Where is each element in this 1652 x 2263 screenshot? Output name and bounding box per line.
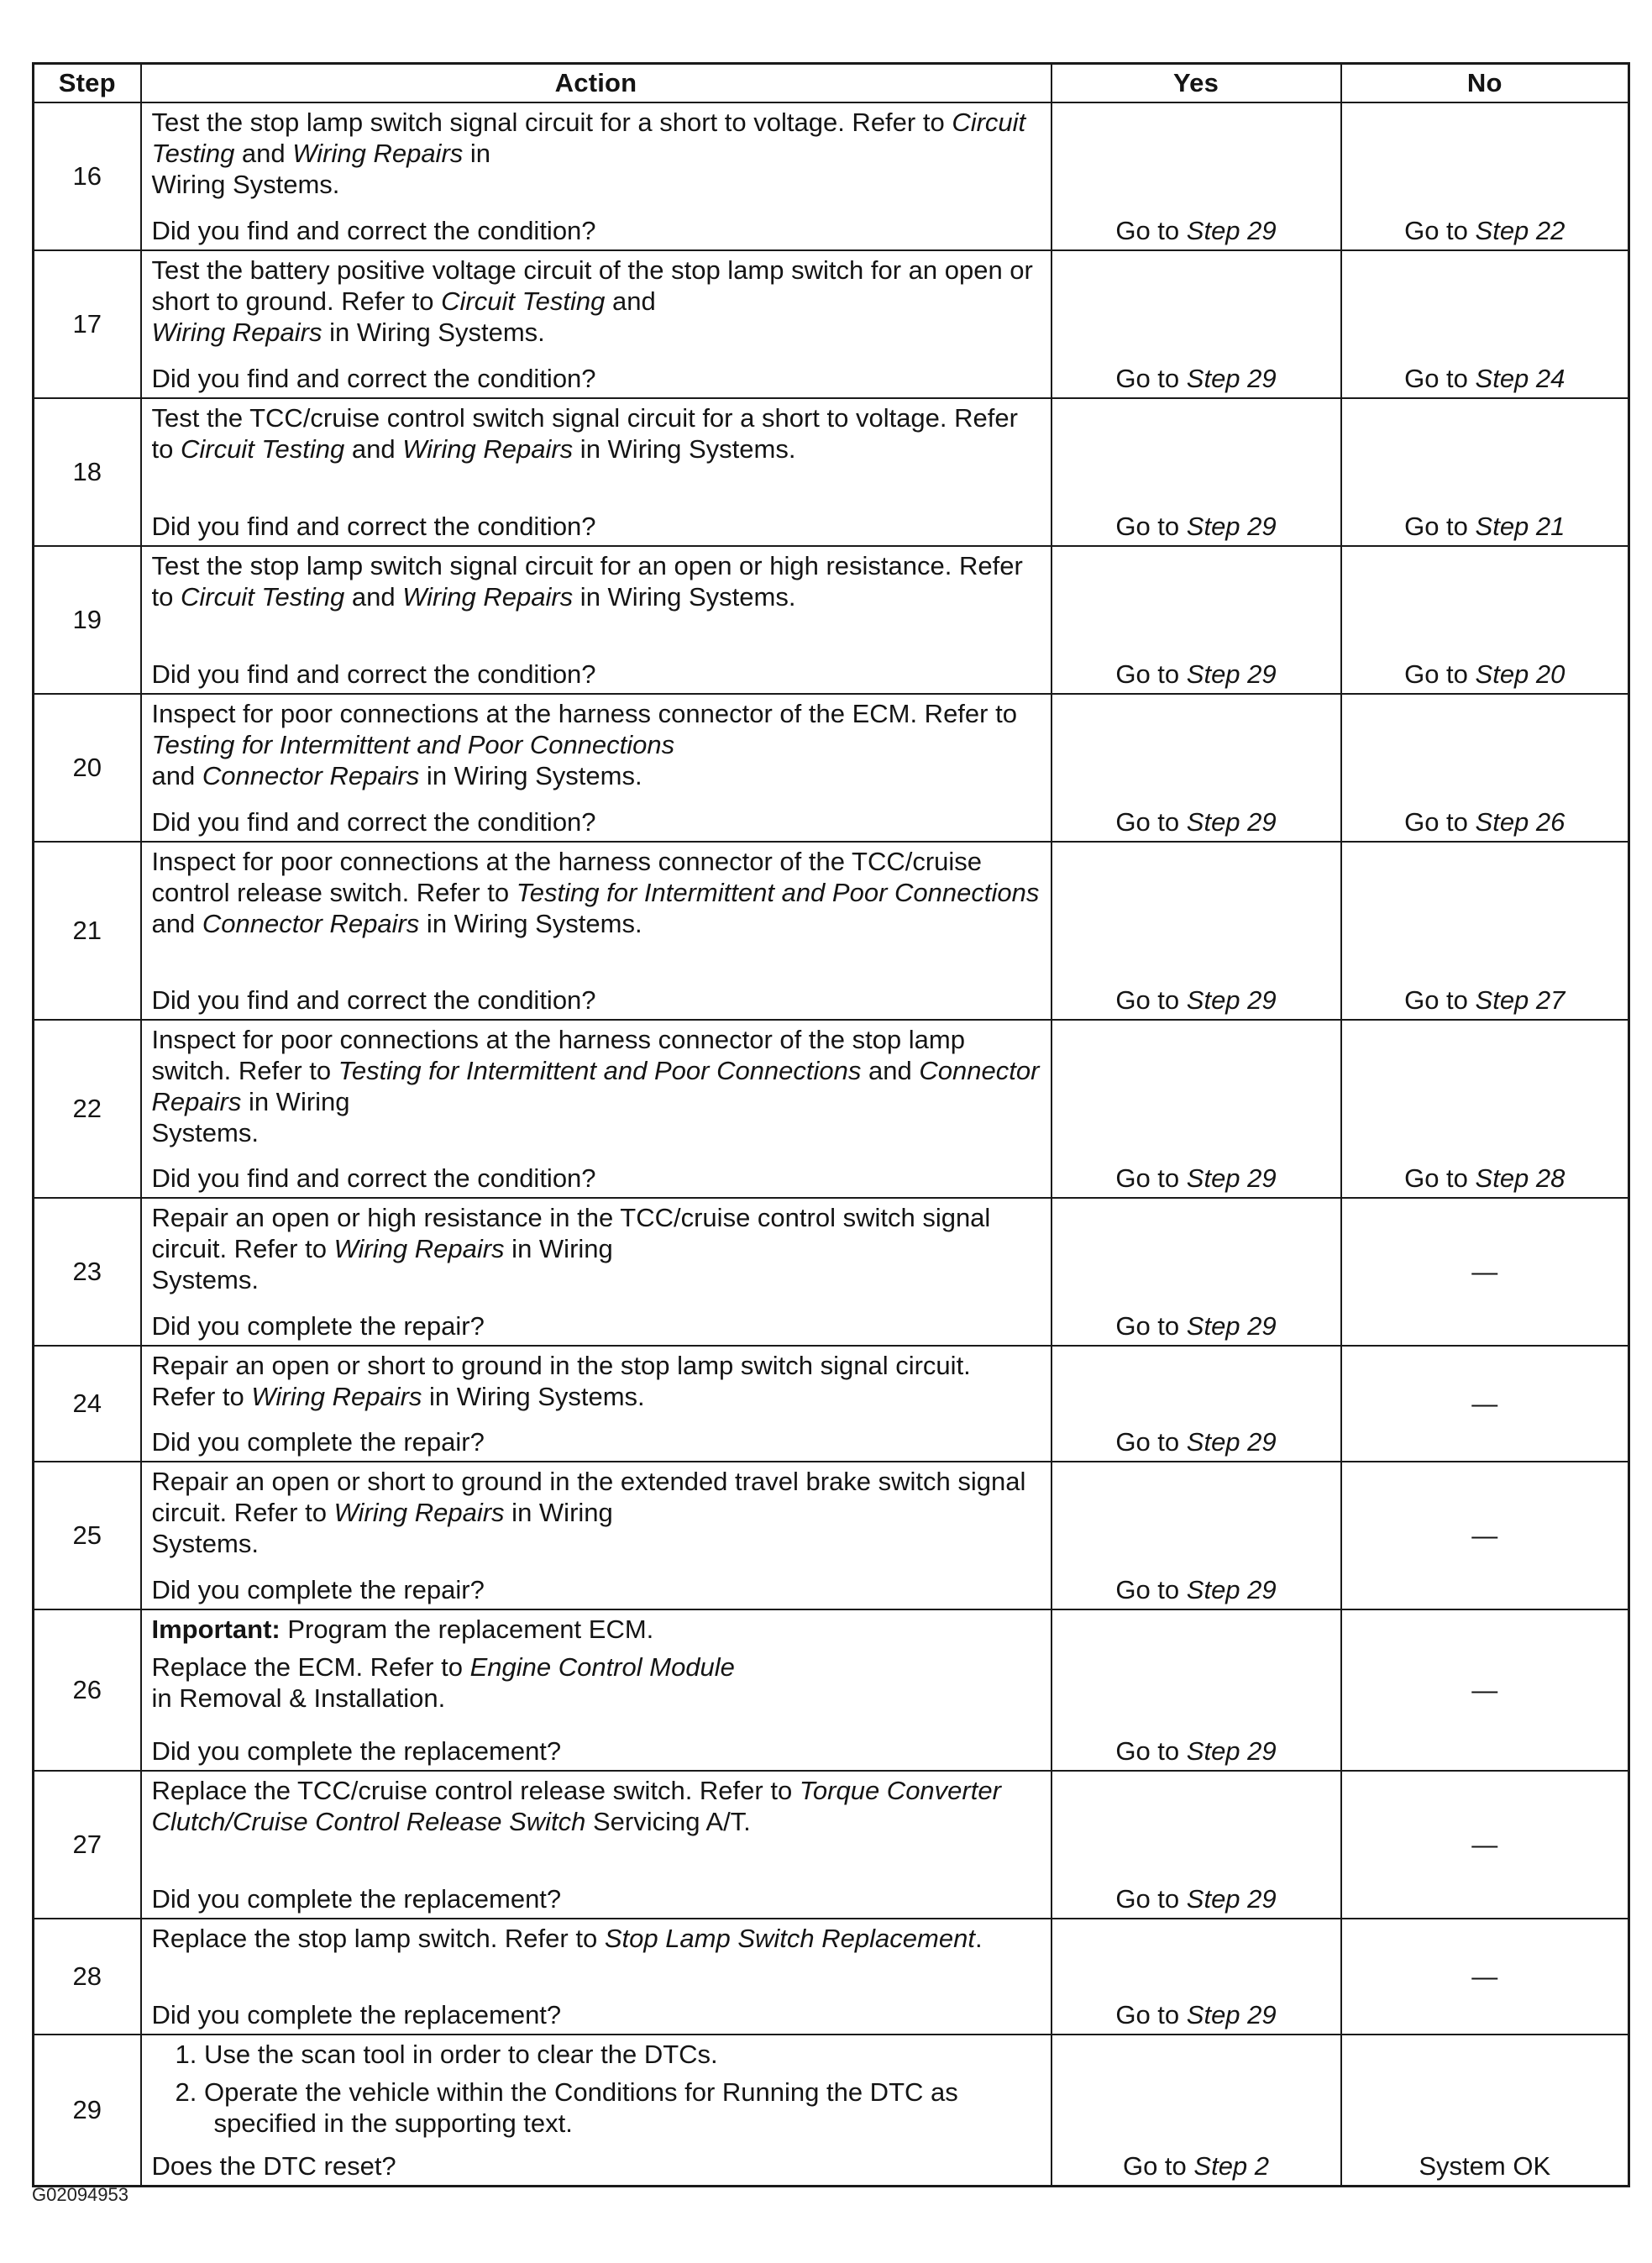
yes-goto <box>1052 1163 1340 1194</box>
action-cell <box>141 1462 1052 1609</box>
reference-link: Wiring Repairs <box>251 1382 422 1411</box>
goto-step-link[interactable]: Step 29 <box>1186 1311 1277 1341</box>
no-goto <box>1342 806 1628 837</box>
table-row <box>34 1771 1629 1919</box>
yes-cell <box>1052 1346 1341 1462</box>
action-text <box>152 1202 1041 1295</box>
reference-link: Wiring Repairs <box>292 139 464 168</box>
figure-code: G02094953 <box>32 2184 128 2205</box>
text-span: Test the battery positive voltage circuit of the stop lamp switch for an open or short to ground. Refer to <box>151 255 1033 316</box>
no-cell <box>1341 398 1629 546</box>
no-cell <box>1341 1462 1629 1609</box>
yes-cell <box>1052 694 1341 842</box>
question-text: Did you complete the replacement? <box>151 1736 562 1766</box>
diagnostic-table <box>32 62 1630 2187</box>
question-text: Did you complete the replacement? <box>151 1884 562 1914</box>
step-number: 16 <box>34 102 141 250</box>
text-span: and <box>861 1056 920 1085</box>
goto-step-link[interactable]: Step 29 <box>1186 1736 1277 1766</box>
step-number: 29 <box>34 2035 141 2187</box>
step-number: 17 <box>34 250 141 398</box>
question-text: Did you find and correct the condition? <box>151 1163 596 1193</box>
yes-goto <box>1052 215 1340 246</box>
list-text: Operate the vehicle within the Conditions for Running the DTC as specified in the supporting text. <box>203 2077 958 2138</box>
text-span: Test the TCC/cruise control switch signal circuit for a short to voltage. Refer to <box>151 403 1018 464</box>
text-span: in <box>463 139 491 168</box>
goto-prefix: Go to <box>1404 216 1476 245</box>
question-text: Did you find and correct the condition? <box>151 985 596 1015</box>
table-row <box>34 102 1629 250</box>
list-number: 1. <box>175 2040 197 2069</box>
no-cell <box>1341 1919 1629 2035</box>
action-cell <box>141 2035 1052 2187</box>
goto-prefix: Go to <box>1115 1311 1187 1341</box>
no-cell <box>1341 1020 1629 1198</box>
goto-step-link[interactable]: Step 27 <box>1475 985 1565 1015</box>
reference-link: Wiring Repairs <box>402 582 574 612</box>
yes-goto <box>1052 1999 1340 2030</box>
no-goto <box>1342 511 1628 542</box>
goto-prefix: Go to <box>1404 807 1476 837</box>
step-number: 25 <box>34 1462 141 1609</box>
goto-prefix: Go to <box>1404 1163 1476 1193</box>
action-text <box>152 846 1041 939</box>
no-goto <box>1342 984 1628 1016</box>
goto-prefix: Go to <box>1115 807 1187 837</box>
text-span: in Wiring Systems. <box>422 1382 645 1411</box>
goto-step-link[interactable]: Step 29 <box>1186 1427 1277 1457</box>
goto-prefix: Go to <box>1115 1575 1187 1604</box>
goto-step-link[interactable]: Step 28 <box>1475 1163 1565 1193</box>
reference-link: Circuit Testing <box>180 582 345 612</box>
action-cell <box>141 1020 1052 1198</box>
table-row <box>34 1346 1629 1462</box>
yes-goto <box>1052 1574 1340 1605</box>
goto-prefix: Go to <box>1404 985 1476 1015</box>
yes-goto <box>1052 2150 1340 2182</box>
reference-link: Engine Control Module <box>469 1652 735 1682</box>
action-cell <box>141 1198 1052 1346</box>
no-dash: — <box>1471 1389 1498 1419</box>
goto-step-link[interactable]: Step 2 <box>1193 2151 1270 2181</box>
text-span: and <box>605 286 656 316</box>
text-span: Systems. <box>151 1529 259 1558</box>
table-row <box>34 1919 1629 2035</box>
list-item <box>152 2077 1041 2139</box>
text-span: Inspect for poor connections at the harness connector of the ECM. Refer to <box>151 699 1017 728</box>
question-text: Did you find and correct the condition? <box>151 216 596 245</box>
action-text <box>152 1466 1041 1559</box>
table-row <box>34 842 1629 1020</box>
yes-cell <box>1052 1919 1341 2035</box>
important-label: Important: <box>151 1615 281 1644</box>
step-number: 20 <box>34 694 141 842</box>
table-row <box>34 546 1629 694</box>
action-text <box>152 1651 1041 1714</box>
text-span: Replace the ECM. Refer to <box>151 1652 470 1682</box>
goto-prefix: Go to <box>1404 659 1476 689</box>
text-span: Repair an open or short to ground in the stop lamp switch signal circuit. Refer to <box>151 1351 971 1411</box>
table-row <box>34 1609 1629 1771</box>
question-text: Did you find and correct the condition? <box>151 364 596 393</box>
goto-step-link[interactable]: Step 29 <box>1186 2000 1277 2029</box>
goto-prefix: Go to <box>1115 1427 1187 1457</box>
step-number: 26 <box>34 1609 141 1771</box>
action-cell <box>141 546 1052 694</box>
reference-link: Connector Repairs <box>202 761 420 790</box>
text-span: in Wiring Systems. <box>419 909 642 938</box>
step-number: 23 <box>34 1198 141 1346</box>
goto-step-link[interactable]: Step 26 <box>1475 807 1565 837</box>
goto-prefix: Go to <box>1122 2151 1194 2181</box>
text-span: Systems. <box>151 1118 259 1147</box>
step-number: 24 <box>34 1346 141 1462</box>
reference-link: Wiring Repairs <box>402 434 574 464</box>
text-span: in Wiring Systems. <box>573 434 796 464</box>
yes-cell <box>1052 1198 1341 1346</box>
text-span: and <box>234 139 293 168</box>
yes-cell <box>1052 250 1341 398</box>
goto-step-link[interactable]: Step 29 <box>1186 659 1277 689</box>
goto-step-link[interactable]: Step 21 <box>1475 512 1565 541</box>
no-goto <box>1342 363 1628 394</box>
no-goto <box>1342 659 1628 690</box>
table-row <box>34 1198 1629 1346</box>
reference-link: Wiring Repairs <box>333 1498 505 1527</box>
reference-link: Testing for Intermittent and Poor Connections <box>338 1056 862 1085</box>
table-row <box>34 2035 1629 2187</box>
question-text: Did you complete the replacement? <box>151 2000 562 2029</box>
goto-prefix: Go to <box>1115 659 1187 689</box>
question-text: Did you find and correct the condition? <box>151 659 596 689</box>
no-cell <box>1341 842 1629 1020</box>
yes-cell <box>1052 398 1341 546</box>
yes-cell <box>1052 842 1341 1020</box>
reference-link: Circuit Testing <box>180 434 345 464</box>
yes-goto <box>1052 1426 1340 1457</box>
step-number: 18 <box>34 398 141 546</box>
reference-link: Connector Repairs <box>151 1056 1040 1116</box>
no-dash: — <box>1471 1961 1498 1992</box>
action-text <box>152 1614 1041 1645</box>
table-row <box>34 250 1629 398</box>
no-cell <box>1341 1771 1629 1919</box>
table-header-row <box>34 64 1629 103</box>
no-cell <box>1341 694 1629 842</box>
yes-cell <box>1052 546 1341 694</box>
text-span: Test the stop lamp switch signal circuit for an open or high resistance. Refer to <box>151 551 1023 612</box>
step-number: 19 <box>34 546 141 694</box>
goto-prefix: Go to <box>1115 216 1187 245</box>
goto-prefix: Go to <box>1115 2000 1187 2029</box>
yes-goto <box>1052 984 1340 1016</box>
text-span: Program the replacement ECM. <box>280 1615 654 1644</box>
question-text: Did you complete the repair? <box>151 1311 485 1341</box>
goto-prefix: Go to <box>1115 1884 1187 1914</box>
step-number: 27 <box>34 1771 141 1919</box>
yes-goto <box>1052 363 1340 394</box>
no-cell <box>1341 1198 1629 1346</box>
header-action: Action <box>141 64 1052 103</box>
goto-step-link[interactable]: Step 22 <box>1475 216 1565 245</box>
list-number: 2. <box>175 2077 197 2107</box>
yes-goto <box>1052 1883 1340 1914</box>
yes-goto <box>1052 1735 1340 1767</box>
table-row <box>34 1020 1629 1198</box>
action-text <box>152 698 1041 791</box>
no-dash: — <box>1471 1675 1498 1705</box>
no-cell <box>1341 250 1629 398</box>
action-text <box>152 1923 1041 1954</box>
action-text <box>152 402 1041 465</box>
reference-link: Circuit Testing <box>151 108 1026 168</box>
text-span: and <box>344 582 403 612</box>
text-span: and <box>151 909 202 938</box>
goto-prefix: Go to <box>1115 1163 1187 1193</box>
action-text <box>152 1350 1041 1412</box>
action-cell <box>141 1919 1052 2035</box>
yes-goto <box>1052 511 1340 542</box>
action-cell <box>141 250 1052 398</box>
text-span: in Wiring <box>241 1087 350 1116</box>
no-dash: — <box>1471 1257 1498 1287</box>
text-span: Test the stop lamp switch signal circuit for a short to voltage. Refer to <box>151 108 952 137</box>
yes-cell <box>1052 2035 1341 2187</box>
table-row <box>34 694 1629 842</box>
text-span: . <box>974 1924 983 1953</box>
text-span: and <box>344 434 403 464</box>
goto-step-link[interactable]: Step 29 <box>1186 807 1277 837</box>
reference-link: Stop Lamp Switch Replacement <box>604 1924 975 1953</box>
procedure-list <box>152 2039 1041 2139</box>
text-span: Repair an open or high resistance in the TCC/cruise control switch signal circuit. Refer to <box>151 1203 991 1263</box>
no-cell <box>1341 2035 1629 2187</box>
list-item <box>152 2039 1041 2070</box>
text-span: Servicing A/T. <box>585 1807 751 1836</box>
action-text <box>152 1775 1041 1837</box>
header-step: Step <box>34 64 141 103</box>
text-span: in Wiring Systems. <box>322 318 545 347</box>
header-yes: Yes <box>1052 64 1341 103</box>
reference-link: Testing for Intermittent and Poor Connections <box>516 878 1040 907</box>
question-text: Did you complete the repair? <box>151 1427 485 1457</box>
goto-prefix: Go to <box>1115 985 1187 1015</box>
action-cell <box>141 1771 1052 1919</box>
text-span: in Wiring <box>504 1498 613 1527</box>
table-row <box>34 398 1629 546</box>
text-span: in Removal & Installation. <box>151 1683 446 1713</box>
no-goto <box>1342 1163 1628 1194</box>
text-span: in Wiring <box>504 1234 613 1263</box>
text-span: and <box>151 761 202 790</box>
action-cell <box>141 1609 1052 1771</box>
action-cell <box>141 102 1052 250</box>
yes-cell <box>1052 1462 1341 1609</box>
yes-cell <box>1052 1020 1341 1198</box>
reference-link: Testing for Intermittent and Poor Connections <box>151 730 675 759</box>
yes-cell <box>1052 102 1341 250</box>
no-cell <box>1341 1346 1629 1462</box>
table-row <box>34 1462 1629 1609</box>
action-cell <box>141 398 1052 546</box>
text-span: Replace the stop lamp switch. Refer to <box>151 1924 605 1953</box>
question-text: Does the DTC reset? <box>151 2151 396 2181</box>
reference-link: Circuit Testing <box>441 286 606 316</box>
yes-goto <box>1052 806 1340 837</box>
header-no: No <box>1341 64 1629 103</box>
text-span: Replace the TCC/cruise control release switch. Refer to <box>151 1776 800 1805</box>
no-dash: — <box>1471 1830 1498 1860</box>
goto-step-link[interactable]: Step 29 <box>1186 985 1277 1015</box>
text-span: in Wiring Systems. <box>419 761 642 790</box>
action-text <box>152 550 1041 612</box>
text-span: Wiring Systems. <box>151 170 340 199</box>
no-result-text: System OK <box>1419 2151 1551 2181</box>
goto-prefix: Go to <box>1404 364 1476 393</box>
goto-step-link[interactable]: Step 29 <box>1186 512 1277 541</box>
no-cell <box>1341 102 1629 250</box>
step-number: 22 <box>34 1020 141 1198</box>
goto-step-link[interactable]: Step 20 <box>1475 659 1565 689</box>
no-cell <box>1341 546 1629 694</box>
question-text: Did you complete the repair? <box>151 1575 485 1604</box>
list-text: Use the scan tool in order to clear the DTCs. <box>203 2040 718 2069</box>
question-text: Did you find and correct the condition? <box>151 807 596 837</box>
reference-link: Wiring Repairs <box>333 1234 505 1263</box>
action-cell <box>141 694 1052 842</box>
goto-step-link[interactable]: Step 29 <box>1186 364 1277 393</box>
question-text: Did you find and correct the condition? <box>151 512 596 541</box>
goto-prefix: Go to <box>1404 512 1476 541</box>
goto-step-link[interactable]: Step 29 <box>1186 1575 1277 1604</box>
no-goto <box>1342 215 1628 246</box>
text-span: Inspect for poor connections at the harness connector of the stop lamp switch. Refer to <box>151 1025 965 1085</box>
goto-prefix: Go to <box>1115 364 1187 393</box>
action-cell <box>141 1346 1052 1462</box>
text-span: in Wiring Systems. <box>573 582 796 612</box>
yes-cell <box>1052 1771 1341 1919</box>
goto-step-link[interactable]: Step 29 <box>1186 1884 1277 1914</box>
goto-step-link[interactable]: Step 29 <box>1186 1163 1277 1193</box>
step-number: 21 <box>34 842 141 1020</box>
yes-cell <box>1052 1609 1341 1771</box>
reference-link: Connector Repairs <box>202 909 420 938</box>
reference-link: Torque Converter Clutch/Cruise Control Release Switch <box>151 1776 1001 1836</box>
text-span: Inspect for poor connections at the harness connector of the TCC/cruise control release switch. Refer to <box>151 847 983 907</box>
action-text <box>152 1024 1041 1148</box>
no-dash: — <box>1471 1520 1498 1551</box>
step-number: 28 <box>34 1919 141 2035</box>
action-cell <box>141 842 1052 1020</box>
goto-step-link[interactable]: Step 29 <box>1186 216 1277 245</box>
text-span: Repair an open or short to ground in the extended travel brake switch signal circuit. Refer to <box>151 1467 1026 1527</box>
goto-prefix: Go to <box>1115 1736 1187 1766</box>
goto-prefix: Go to <box>1115 512 1187 541</box>
action-text <box>152 255 1041 348</box>
goto-step-link[interactable]: Step 24 <box>1475 364 1565 393</box>
action-text <box>152 107 1041 200</box>
yes-goto <box>1052 1310 1340 1342</box>
no-cell <box>1341 1609 1629 1771</box>
reference-link: Wiring Repairs <box>151 318 323 347</box>
yes-goto <box>1052 659 1340 690</box>
text-span: Systems. <box>151 1265 259 1294</box>
